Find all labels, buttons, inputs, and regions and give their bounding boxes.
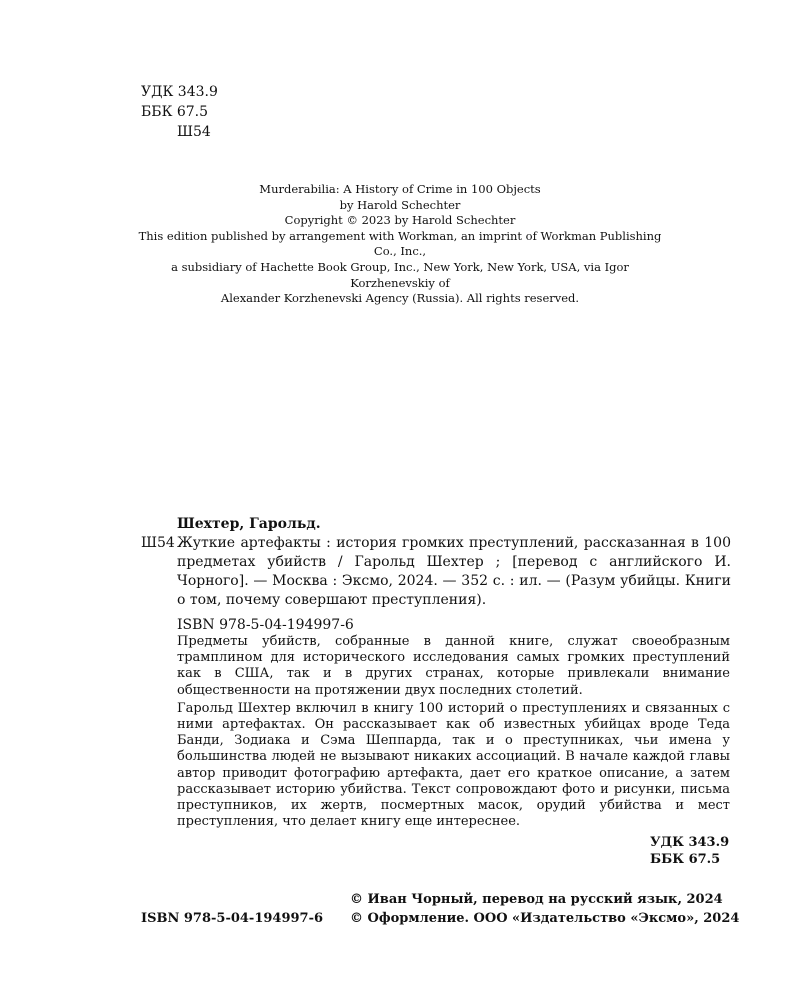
udk-code: УДК 343.9 [141,84,218,100]
copyright-line: Murderabilia: A History of Crime in 100 Objects [259,182,541,196]
footer-bbk-code: ББК 67.5 [650,852,721,867]
copyright-line: This edition published by arrangement with Workman, an imprint of Workman Publishing Co., Inc., [138,228,662,259]
footer-isbn: ISBN 978-5-04-194997-6 [141,911,324,926]
bibliographic-record [141,515,731,635]
translation-copyright: © Иван Чорный, перевод на русский язык, 2024 [350,892,723,907]
original-copyright-block [130,182,670,307]
classification-codes [141,82,218,142]
design-copyright: © Оформление. ООО «Издательство «Эксмо», 2024 [350,911,740,926]
bbk-code: ББК 67.5 [141,104,209,120]
annotation-paragraph: Гарольд Шехтер включил в книгу 100 историй о преступлениях и связанных с ними артефактах. Он рассказывает как об известных убийцах вроде Теда Банди, Зодиака и Сэма Шеппарда, так и о преступниках, чьи имена у большинства людей не вызывают никаких ассоциаций. В начале каждой главы автор приводит фотографию артефакта, дает его краткое описание, а затем рассказывает историю убийства. Текст сопровождают фото и рисунки, письма преступников, их жертв, посмертных масок, орудий убийства и мест преступления, что делает книгу еще интереснее. [177,700,730,830]
author-mark: Ш54 [177,124,211,140]
author-heading: Шехтер, Гарольд. [177,516,321,532]
entry-description: Жуткие артефакты : история громких преступлений, рассказанная в 100 предметах убийств / Гарольд Шехтер ; [перевод с английского И. Чорного]. — Москва : Эксмо, 2024. — 352 с. : ил. — (Разум убийцы. Книги о том, почему совершают преступления). [177,535,731,608]
annotation [177,634,730,832]
bibliographic-entry [141,534,731,610]
legal-notices [350,890,739,928]
copyright-line: Copyright © 2023 by Harold Schechter [284,213,516,228]
footer-classification-codes [650,834,730,868]
copyright-line: a subsidiary of Hachette Book Group, Inc., New York, New York, USA, via Igor Korzhenevskiy of [171,259,629,290]
footer-udk-code: УДК 343.9 [650,835,730,850]
copyright-line: by Harold Schechter [339,197,461,212]
copyright-line: Alexander Korzhenevski Agency (Russia). All rights reserved. [220,291,580,306]
entry-isbn: ISBN 978-5-04-194997-6 [177,617,354,633]
annotation-paragraph: Предметы убийств, собранные в данной книге, служат своеобразным трамплином для исторического исследования самых громких преступлений как в США, так и в других странах, которые привлекали внимание общественности на протяжении двух последних столетий. [177,634,730,698]
entry-code: Ш54 [141,535,175,551]
